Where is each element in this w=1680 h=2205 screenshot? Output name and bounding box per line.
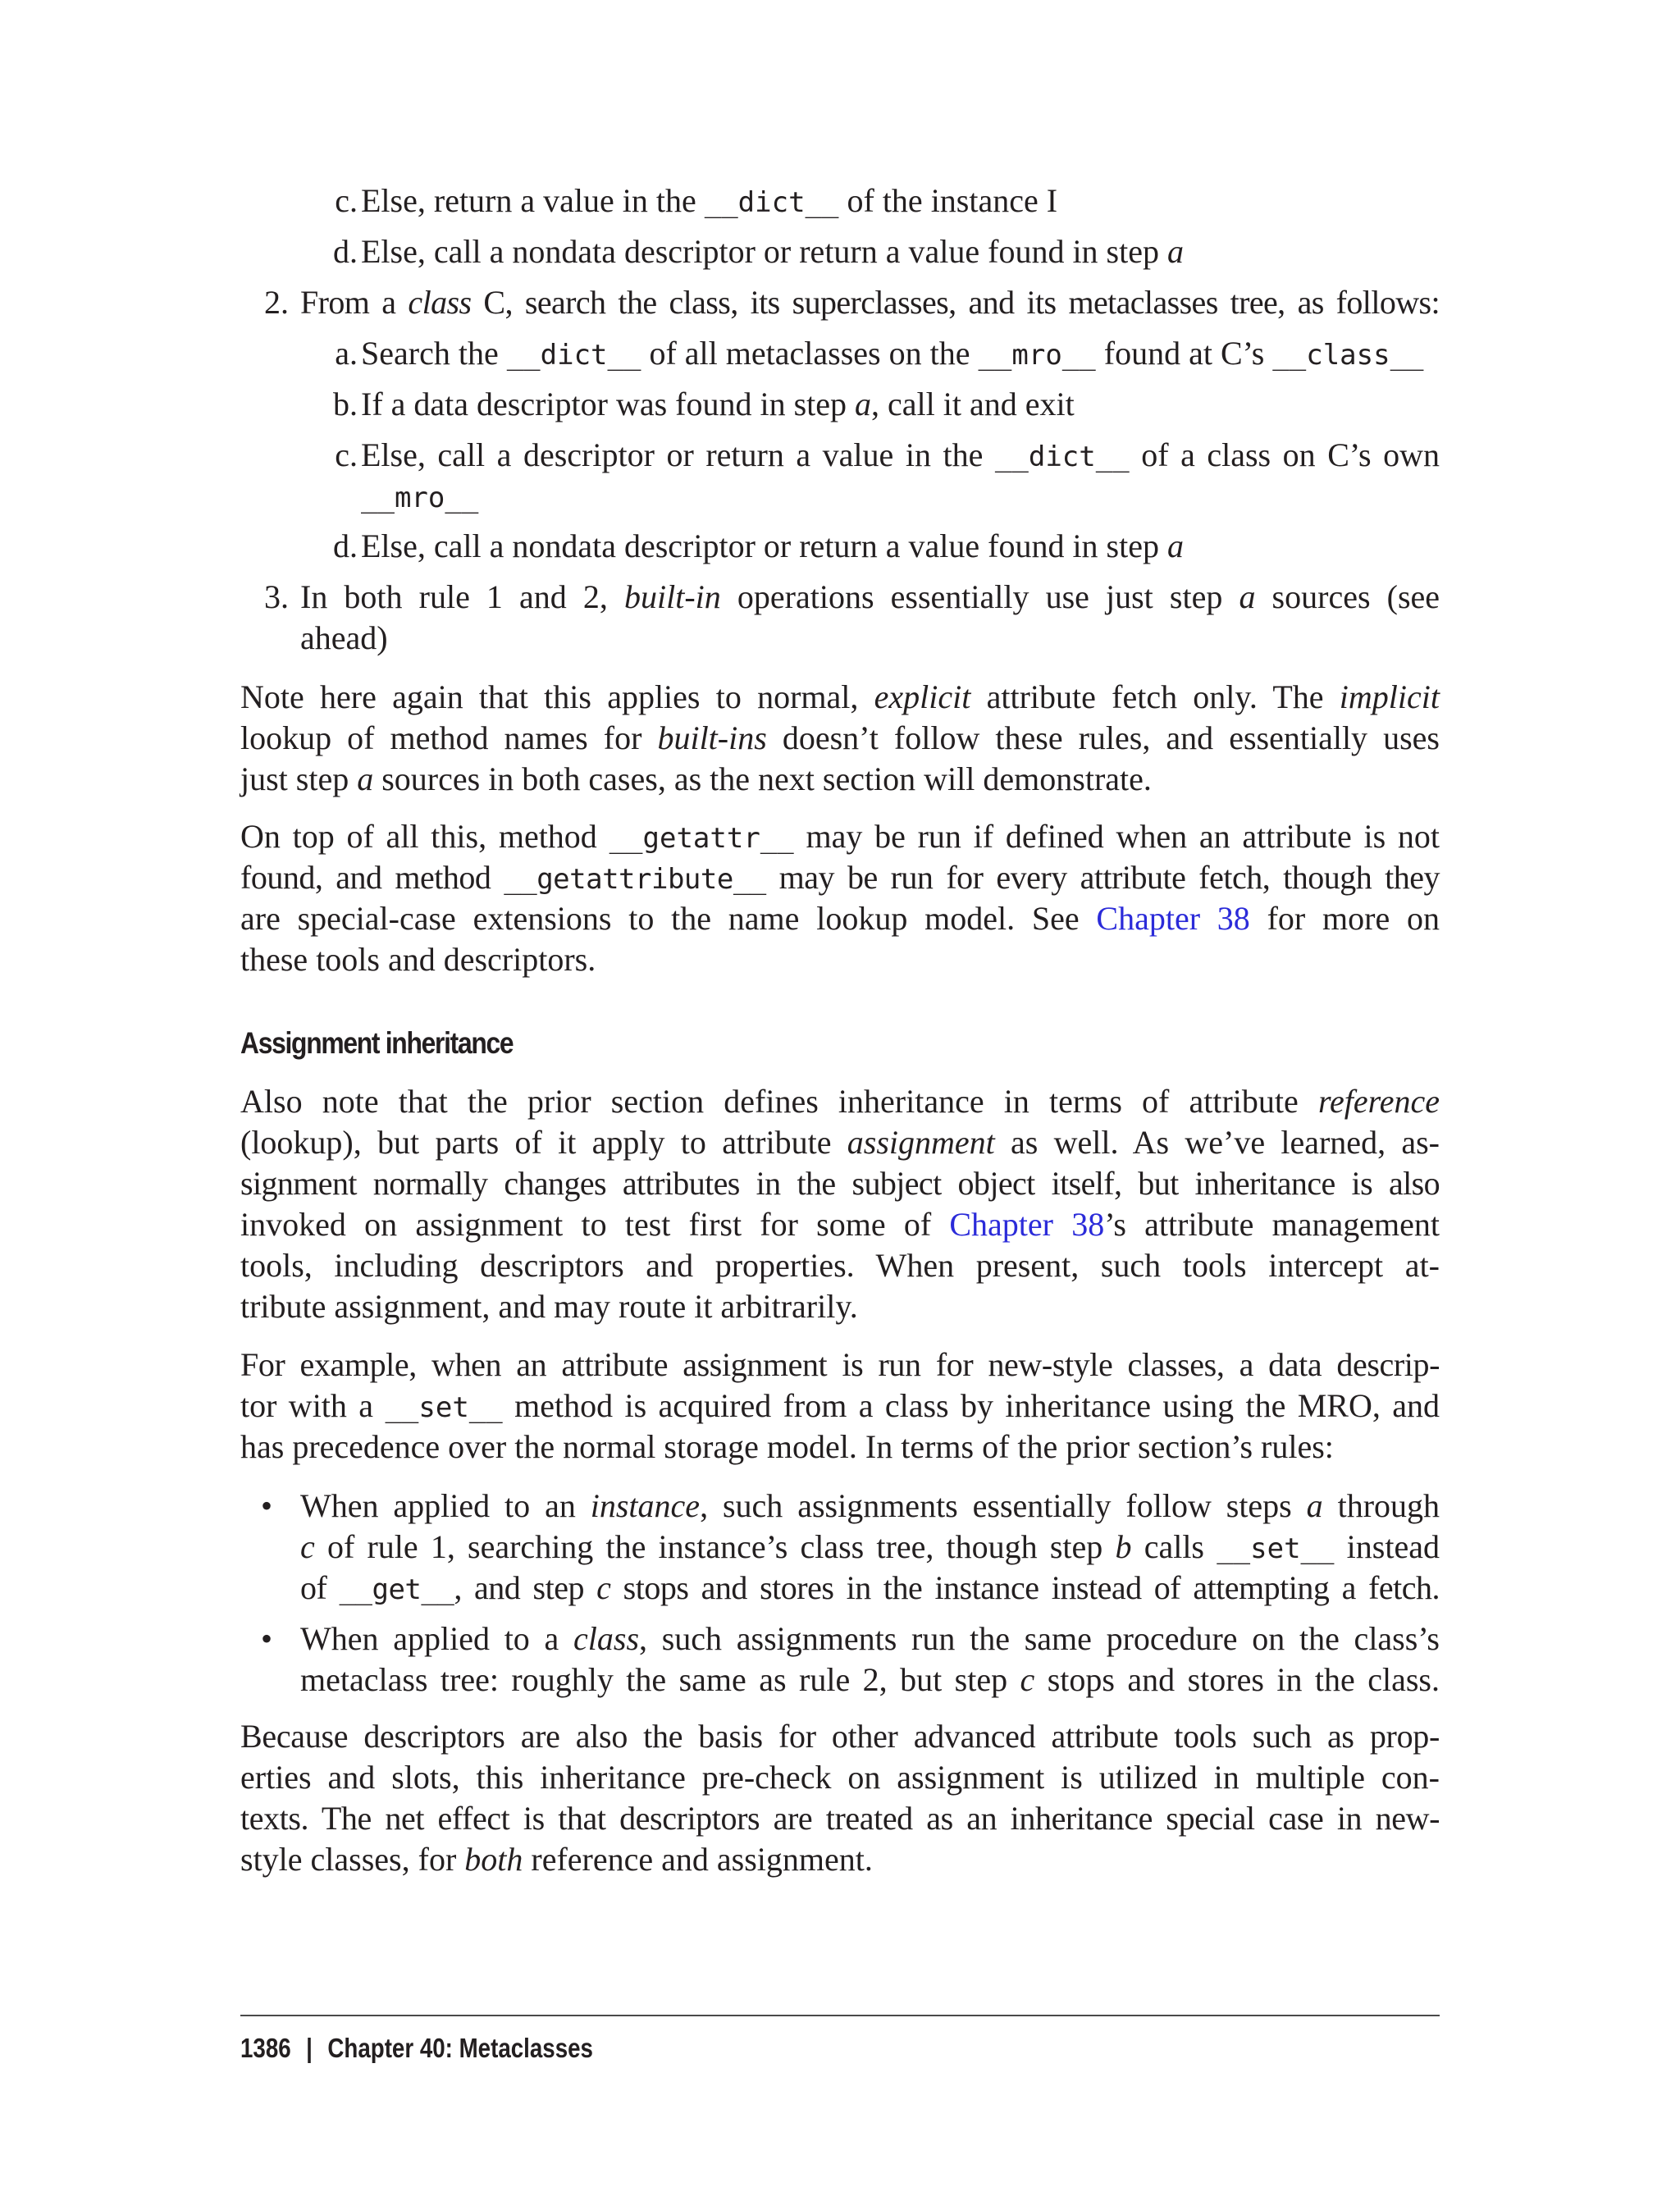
paragraph-line: texts. The net effect is that descriptors are treated as an inheritance special case in new- [240,1800,1440,1837]
paragraph-line: these tools and descriptors. [240,941,596,978]
list-item-text [361,435,1440,477]
list-marker: a. [335,335,358,372]
emphasis: built-ins [657,719,767,756]
footer-divider [240,2015,1440,2016]
paragraph-line: has precedence over the normal storage model. In terms of the prior section’s rules: [240,1428,1334,1465]
bullet-line [300,1568,1440,1610]
text-run: just step [240,760,358,797]
text-run: C, search the class, its superclasses, and its metaclasses tree, as follows: [471,284,1440,321]
emphasis: reference [1317,1083,1440,1120]
code-dict: __dict__ [506,339,641,372]
code-getattribute: __getattribute__ [504,863,766,896]
paragraph-line [240,898,1440,939]
text-run: reference and assignment. [523,1841,873,1878]
paragraph-line [240,857,1440,900]
list-item-text-cont: ahead) [300,619,388,656]
list-marker: 3. [264,578,289,615]
section-heading: Assignment inheritance [240,1026,514,1060]
text-run: Else, return a value in the [361,182,705,219]
code-getattr: __getattr__ [609,822,794,855]
bullet-text [300,1618,1440,1701]
paragraph-line [240,1386,1440,1428]
text-run: of a class on C’s own [1129,436,1440,473]
text-run: style classes, for [240,1841,465,1878]
text-run: When applied to an [300,1487,591,1524]
list-marker: c. [335,182,358,219]
text-run: invoked on assignment to test first for some of [240,1206,950,1243]
code-dict: __dict__ [994,441,1130,473]
text-run: found, and method [240,859,504,896]
text-run: Else, call a nondata descriptor or return a value found in step [361,527,1167,564]
paragraph-example [240,1344,1440,1468]
text-run: In both rule 1 and 2, [300,578,625,615]
paragraph-line [240,816,1440,859]
paragraph-line: erties and slots, this inheritance pre-check on assignment is utilized in multiple con- [240,1759,1440,1796]
emphasis: assignment [847,1124,995,1161]
code-get: __get__ [339,1573,454,1606]
paragraph-getattr [240,816,1440,980]
text-run: instead [1334,1528,1440,1565]
paragraph-line [240,759,1440,800]
text-run: as well. As we’ve learned, as- [994,1124,1440,1161]
text-run: On top of all this, method [240,818,609,855]
code-mro: __mro__ [978,339,1096,372]
emphasis: both [464,1841,523,1878]
text-run: of the instance I [838,182,1058,219]
paragraph-line: tools, including descriptors and properties. When present, such tools intercept at- [240,1247,1440,1284]
code-class: __class__ [1272,339,1424,372]
text-run: Note here again that this applies to normal, [240,678,874,715]
text-run: may be run for every attribute fetch, though they [765,859,1440,896]
emphasis: a [357,760,374,797]
text-run: , call it and exit [871,386,1075,422]
list-marker: c. [335,436,358,473]
emphasis: c [1020,1661,1035,1698]
list-marker: d. [333,233,358,270]
text-run: doesn’t follow these rules, and essentially uses [766,719,1440,756]
emphasis: class [573,1620,640,1657]
text-run: stops and stores in the class. [1034,1661,1440,1698]
bullet-line [300,1486,1440,1527]
emphasis: c [596,1569,611,1606]
emphasis: b [1115,1528,1132,1565]
emphasis: a [855,386,872,422]
paragraph-line: tribute assignment, and may route it arbitrarily. [240,1288,858,1325]
text-run: are special-case extensions to the name lookup model. See [240,900,1097,937]
paragraph-line [240,1839,1440,1880]
emphasis: c [300,1528,315,1565]
list-marker: b. [333,386,358,422]
text-run: Else, call a descriptor or return a value in the [361,436,995,473]
page-number: 1386 [240,2033,291,2063]
text-run: , such assignments essentially follow steps [700,1487,1307,1524]
text-run: for more on [1249,900,1440,937]
bullet-line [300,1527,1440,1569]
code-dict: __dict__ [704,186,839,219]
text-run: Search the [361,335,507,372]
text-run: calls [1131,1528,1217,1565]
code-mro: __mro__ [361,482,479,514]
text-run: attribute fetch only. The [970,678,1340,715]
bullet-icon: • [261,1620,273,1657]
emphasis: a [1167,233,1184,270]
emphasis: a [1306,1487,1323,1524]
paragraph-line [240,1122,1440,1163]
chapter-title: Chapter 40: Metaclasses [327,2033,593,2063]
text-run: through [1322,1487,1440,1524]
list-marker: d. [333,527,358,564]
emphasis: instance [590,1487,701,1524]
text-run: ’s attribute management [1104,1206,1440,1243]
code-set: __set__ [1217,1532,1335,1565]
footer-separator: | [306,2033,313,2063]
paragraph-line [240,1081,1440,1122]
text-run: operations essentially use just step [720,578,1239,615]
text-run: stops and stores in the instance instead of attempting a fetch. [610,1569,1440,1606]
emphasis: class [408,284,472,321]
text-run: of rule 1, searching the instance’s class tree, though step [314,1528,1116,1565]
bullet-icon: • [261,1487,273,1524]
list-item-text-cont [361,476,478,518]
text-run: Also note that the prior section defines inheritance in terms of attribute [240,1083,1318,1120]
emphasis: a [1239,578,1256,615]
paragraph-note [240,677,1440,800]
emphasis: built-in [624,578,721,615]
paragraph-line: For example, when an attribute assignment is run for new-style classes, a data descrip- [240,1346,1440,1383]
paragraph-assignment [240,1081,1440,1327]
text-run: When applied to a [300,1620,574,1657]
text-run: Else, call a nondata descriptor or return a value found in step [361,233,1167,270]
emphasis: a [1167,527,1184,564]
text-run: may be run if defined when an attribute is not [793,818,1440,855]
bullet-text [300,1486,1440,1609]
paragraph-line [240,718,1440,759]
list-marker: 2. [264,284,289,321]
paragraph-line: signment normally changes attributes in the subject object itself, but inheritance is also [240,1165,1440,1202]
list-item-text [361,231,1184,272]
text-run: tor with a [240,1387,386,1424]
emphasis: explicit [874,678,971,715]
text-run: , such assignments run the same procedure on the class’s [639,1620,1440,1657]
text-run: of all metaclasses on the [641,335,979,372]
list-item-text [300,282,1440,323]
text-run: , and step [454,1569,597,1606]
bullet-line [300,1659,1440,1701]
page-footer [240,2028,593,2069]
paragraph-because [240,1716,1440,1880]
text-run: If a data descriptor was found in step [361,386,856,422]
text-run: metaclass tree: roughly the same as rule 2, but step [300,1661,1020,1698]
code-set: __set__ [385,1391,503,1424]
text-run: sources in both cases, as the next section will demonstrate. [373,760,1152,797]
list-item-text [361,526,1184,567]
text-run: sources (see [1255,578,1440,615]
text-run: method is acquired from a class by inheritance using the MRO, and [502,1387,1440,1424]
text-run: (lookup), but parts of it apply to attribute [240,1124,847,1161]
paragraph-line [240,1204,1440,1245]
chapter-38-link[interactable]: Chapter 38 [949,1206,1105,1243]
paragraph-line: Because descriptors are also the basis for other advanced attribute tools such as prop- [240,1718,1440,1755]
list-item-text [300,577,1440,618]
text-run: lookup of method names for [240,719,658,756]
text-run: found at C’s [1095,335,1273,372]
text-run: From a [300,284,409,321]
list-item-text [361,180,1057,223]
chapter-38-link[interactable]: Chapter 38 [1096,900,1250,937]
list-item-text [361,384,1075,425]
text-run: of [300,1569,340,1606]
bullet-line [300,1618,1440,1659]
paragraph-line [240,677,1440,718]
emphasis: implicit [1339,678,1440,715]
list-item-text [361,333,1424,376]
